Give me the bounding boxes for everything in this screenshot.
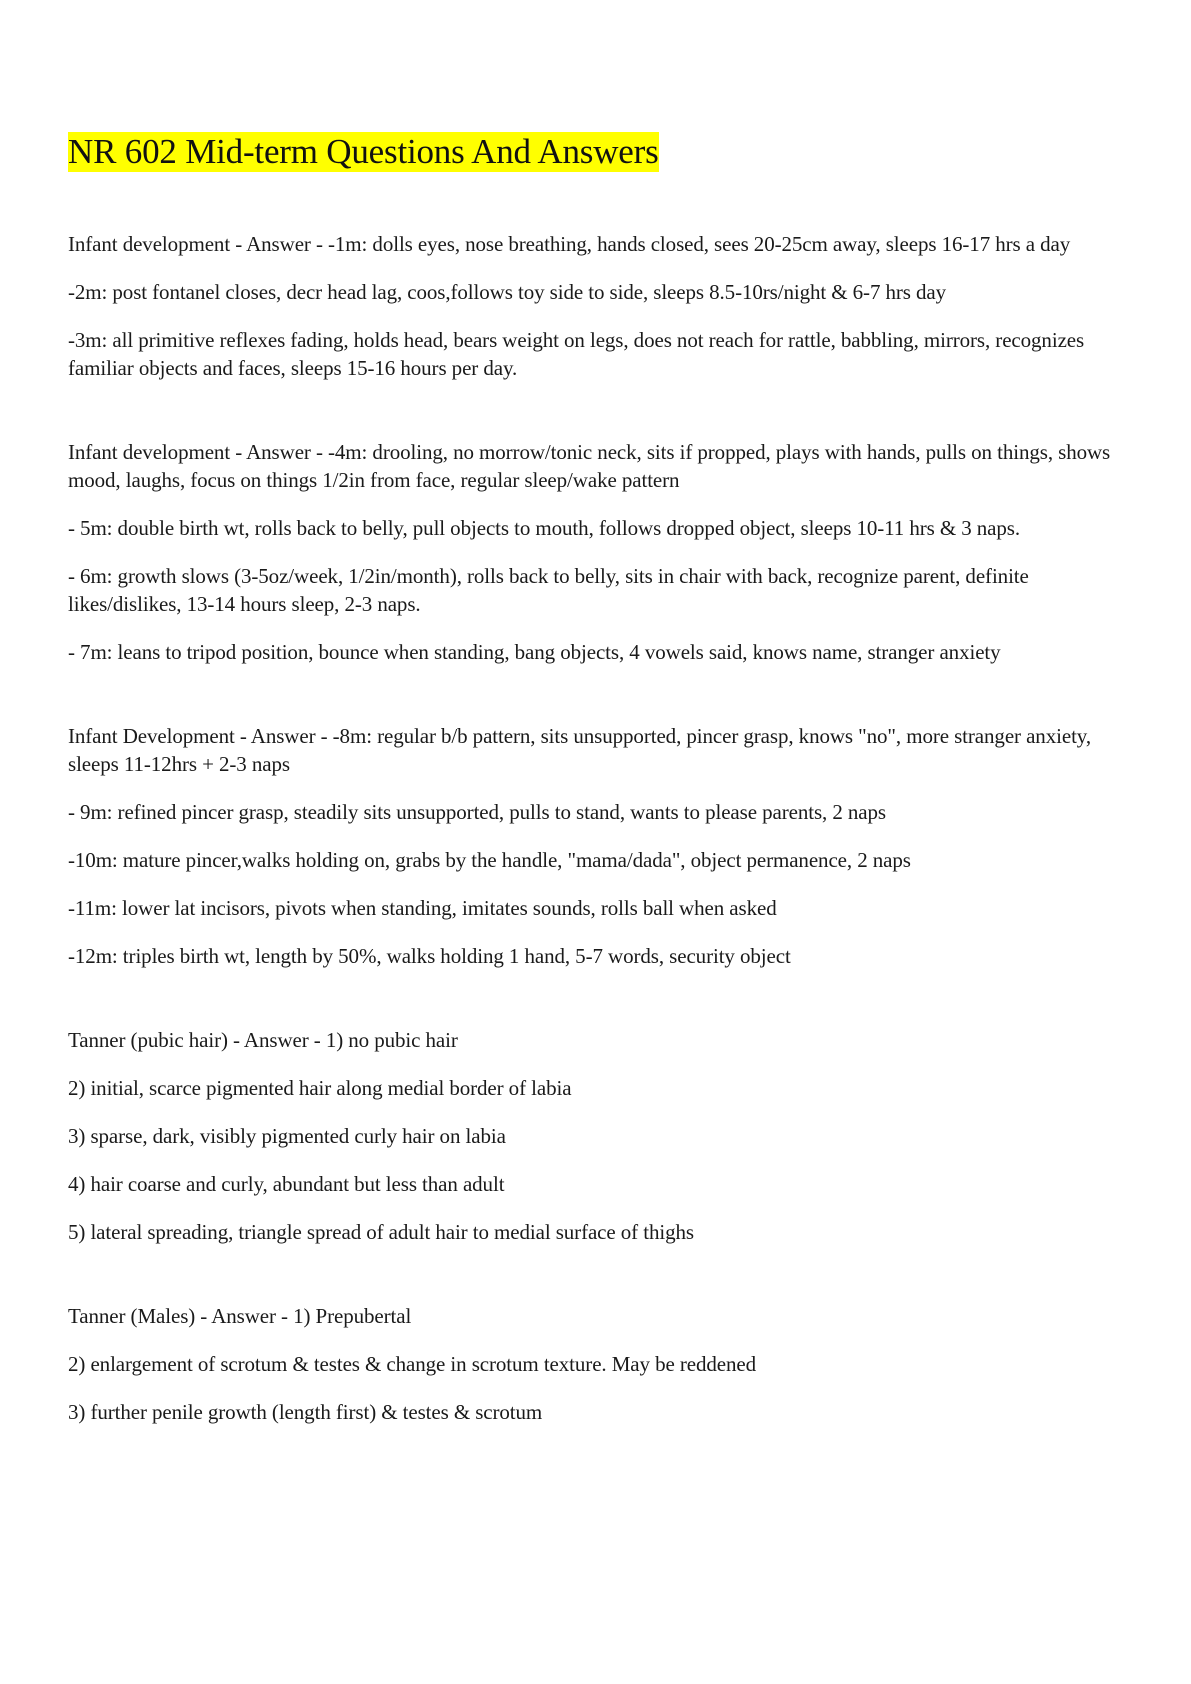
qa-block	[68, 438, 1128, 666]
qa-block	[68, 722, 1128, 970]
qa-block	[68, 1302, 1128, 1426]
qa-block	[68, 1026, 1128, 1246]
qa-line: -11m: lower lat incisors, pivots when standing, imitates sounds, rolls ball when asked	[68, 896, 777, 920]
qa-line: Tanner (Males) - Answer - 1) Prepubertal	[68, 1304, 412, 1328]
qa-line: Infant Development - Answer - -8m: regular b/b pattern, sits unsupported, pincer grasp, knows "no", more stranger anxiety, sleeps 11-12hrs + 2-3 naps	[68, 724, 1091, 776]
qa-line: 3) further penile growth (length first) & testes & scrotum	[68, 1400, 543, 1424]
document-title: NR 602 Mid-term Questions And Answers	[68, 132, 659, 171]
qa-line: 4) hair coarse and curly, abundant but less than adult	[68, 1172, 505, 1196]
document-page	[68, 132, 1128, 1426]
qa-line: Tanner (pubic hair) - Answer - 1) no pubic hair	[68, 1028, 458, 1052]
qa-line: -10m: mature pincer,walks holding on, grabs by the handle, "mama/dada", object permanence, 2 naps	[68, 848, 911, 872]
qa-line: - 6m: growth slows (3-5oz/week, 1/2in/month), rolls back to belly, sits in chair with back, recognize parent, definite likes/dislikes, 13-14 hours sleep, 2-3 naps.	[68, 564, 1029, 616]
qa-line: Infant development - Answer - -4m: drooling, no morrow/tonic neck, sits if propped, plays with hands, pulls on things, shows mood, laughs, focus on things 1/2in from face, regular sleep/wake pattern	[68, 440, 1111, 492]
qa-block	[68, 230, 1128, 382]
qa-line: 2) enlargement of scrotum & testes & change in scrotum texture. May be reddened	[68, 1352, 756, 1376]
qa-line: -3m: all primitive reflexes fading, holds head, bears weight on legs, does not reach for rattle, babbling, mirrors, recognizes familiar objects and faces, sleeps 15-16 hours per day.	[68, 328, 1085, 380]
qa-line: 2) initial, scarce pigmented hair along medial border of labia	[68, 1076, 572, 1100]
qa-line: - 5m: double birth wt, rolls back to belly, pull objects to mouth, follows dropped object, sleeps 10-11 hrs & 3 naps.	[68, 516, 1021, 540]
qa-line: -12m: triples birth wt, length by 50%, walks holding 1 hand, 5-7 words, security object	[68, 944, 791, 968]
qa-line: - 9m: refined pincer grasp, steadily sits unsupported, pulls to stand, wants to please parents, 2 naps	[68, 800, 886, 824]
qa-line: - 7m: leans to tripod position, bounce when standing, bang objects, 4 vowels said, knows name, stranger anxiety	[68, 640, 1001, 664]
qa-line: -2m: post fontanel closes, decr head lag, coos,follows toy side to side, sleeps 8.5-10rs/night & 6-7 hrs day	[68, 280, 947, 304]
qa-line: Infant development - Answer - -1m: dolls eyes, nose breathing, hands closed, sees 20-25cm away, sleeps 16-17 hrs a day	[68, 232, 1071, 256]
qa-line: 5) lateral spreading, triangle spread of adult hair to medial surface of thighs	[68, 1220, 694, 1244]
qa-line: 3) sparse, dark, visibly pigmented curly hair on labia	[68, 1124, 506, 1148]
